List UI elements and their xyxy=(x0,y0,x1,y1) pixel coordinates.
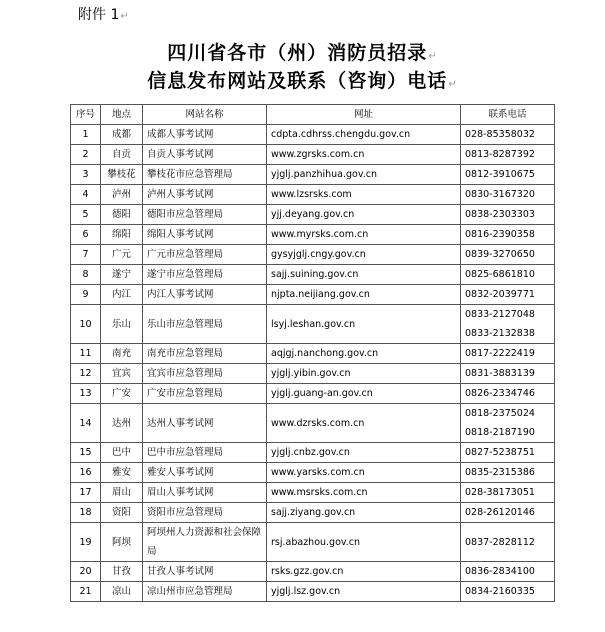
index-cell: 14 xyxy=(71,404,101,443)
url-cell: yjglj.cnbz.gov.cn xyxy=(267,443,461,463)
site-name-cell: 雅安人事考试网 xyxy=(143,463,267,483)
index-cell: 21 xyxy=(71,582,101,602)
header-phone: 联系电话 xyxy=(461,105,555,125)
place-cell: 乐山 xyxy=(101,305,143,344)
phone-number: 0839-3270650 xyxy=(465,249,535,260)
table-row xyxy=(71,285,555,305)
phone-number: 0812-3910675 xyxy=(465,169,535,180)
index-cell: 18 xyxy=(71,503,101,523)
phone-cell xyxy=(461,245,555,265)
table-row xyxy=(71,225,555,245)
place-cell: 凉山 xyxy=(101,582,143,602)
phone-cell xyxy=(461,364,555,384)
phone-cell xyxy=(461,483,555,503)
table-row xyxy=(71,205,555,225)
url-cell: lsyj.leshan.gov.cn xyxy=(267,305,461,344)
site-name-cell: 广元市应急管理局 xyxy=(143,245,267,265)
url-cell: www.dzrsks.com.cn xyxy=(267,404,461,443)
phone-cell xyxy=(461,125,555,145)
phone-number: 028-85358032 xyxy=(465,129,535,140)
table-row xyxy=(71,265,555,285)
site-name-cell: 绵阳人事考试网 xyxy=(143,225,267,245)
phone-number: 0816-2390358 xyxy=(465,229,535,240)
phone-cell xyxy=(461,443,555,463)
site-name-cell: 泸州人事考试网 xyxy=(143,185,267,205)
url-cell: rsks.gzz.gov.cn xyxy=(267,562,461,582)
url-cell: rsj.abazhou.gov.cn xyxy=(267,523,461,562)
place-cell: 广元 xyxy=(101,245,143,265)
place-cell: 遂宁 xyxy=(101,265,143,285)
site-name-cell: 攀枝花市应急管理局 xyxy=(143,165,267,185)
url-cell: sajj.ziyang.gov.cn xyxy=(267,503,461,523)
url-cell: njpta.neijiang.gov.cn xyxy=(267,285,461,305)
header-url: 网址 xyxy=(267,105,461,125)
site-name-cell: 自贡人事考试网 xyxy=(143,145,267,165)
table-row xyxy=(71,344,555,364)
site-name-cell: 甘孜人事考试网 xyxy=(143,562,267,582)
index-cell: 7 xyxy=(71,245,101,265)
index-cell: 1 xyxy=(71,125,101,145)
phone-cell xyxy=(461,582,555,602)
site-name-cell: 广安市应急管理局 xyxy=(143,384,267,404)
index-cell: 19 xyxy=(71,523,101,562)
url-cell: yjj.deyang.gov.cn xyxy=(267,205,461,225)
phone-number: 0825-6861810 xyxy=(465,269,535,280)
place-cell: 阿坝 xyxy=(101,523,143,562)
phone-number: 0832-2039771 xyxy=(465,289,535,300)
place-cell: 雅安 xyxy=(101,463,143,483)
url-cell: yjglj.lsz.gov.cn xyxy=(267,582,461,602)
phone-cell xyxy=(461,205,555,225)
site-name-cell: 遂宁市应急管理局 xyxy=(143,265,267,285)
phone-cell xyxy=(461,503,555,523)
site-name-cell: 内江人事考试网 xyxy=(143,285,267,305)
place-cell: 资阳 xyxy=(101,503,143,523)
phone-number: 0826-2334746 xyxy=(465,388,535,399)
table-row xyxy=(71,443,555,463)
url-cell: gysyjglj.cngy.gov.cn xyxy=(267,245,461,265)
place-cell: 攀枝花 xyxy=(101,165,143,185)
phone-number: 0813-8287392 xyxy=(465,149,535,160)
site-name-cell: 阿坝州人力资源和社会保障局 xyxy=(143,523,267,562)
site-name-cell: 达州人事考试网 xyxy=(143,404,267,443)
index-cell: 4 xyxy=(71,185,101,205)
site-name-cell: 巴中市应急管理局 xyxy=(143,443,267,463)
table-row xyxy=(71,305,555,344)
url-cell: aqjgj.nanchong.gov.cn xyxy=(267,344,461,364)
phone-number: 0833-2127048 xyxy=(465,309,535,320)
table-row xyxy=(71,463,555,483)
phone-cell xyxy=(461,265,555,285)
phone-number: 028-38173051 xyxy=(465,487,535,498)
site-name-cell: 凉山州市应急管理局 xyxy=(143,582,267,602)
index-cell: 3 xyxy=(71,165,101,185)
place-cell: 巴中 xyxy=(101,443,143,463)
index-cell: 20 xyxy=(71,562,101,582)
place-cell: 德阳 xyxy=(101,205,143,225)
table-row xyxy=(71,582,555,602)
phone-cell xyxy=(461,404,555,443)
phone-cell xyxy=(461,523,555,562)
phone-number: 0836-2834100 xyxy=(465,566,535,577)
site-name-cell: 资阳市应急管理局 xyxy=(143,503,267,523)
table-row xyxy=(71,523,555,562)
header-place: 地点 xyxy=(101,105,143,125)
url-cell: www.zgrsks.com.cn xyxy=(267,145,461,165)
table-row xyxy=(71,404,555,443)
recruitment-contact-table xyxy=(70,104,555,602)
index-cell: 15 xyxy=(71,443,101,463)
table-row xyxy=(71,364,555,384)
table-row xyxy=(71,562,555,582)
url-cell: www.msrsks.com.cn xyxy=(267,483,461,503)
place-cell: 甘孜 xyxy=(101,562,143,582)
phone-number: 0835-2315386 xyxy=(465,467,535,478)
url-cell: yjglj.yibin.gov.cn xyxy=(267,364,461,384)
phone-cell xyxy=(461,463,555,483)
phone-cell xyxy=(461,185,555,205)
phone-number: 0834-2160335 xyxy=(465,586,535,597)
phone-cell xyxy=(461,384,555,404)
place-cell: 泸州 xyxy=(101,185,143,205)
table-header-row xyxy=(71,105,555,125)
header-site-name: 网站名称 xyxy=(143,105,267,125)
doc-title-line-2: 信息发布网站及联系（咨询）电话↵ xyxy=(147,70,458,92)
phone-cell xyxy=(461,305,555,344)
header-index: 序号 xyxy=(71,105,101,125)
phone-number: 0827-5238751 xyxy=(465,447,535,458)
index-cell: 13 xyxy=(71,384,101,404)
place-cell: 南充 xyxy=(101,344,143,364)
table-row xyxy=(71,483,555,503)
phone-number: 0831-3883139 xyxy=(465,368,535,379)
url-cell: www.lzsrsks.com xyxy=(267,185,461,205)
site-name-cell: 宜宾市应急管理局 xyxy=(143,364,267,384)
place-cell: 自贡 xyxy=(101,145,143,165)
phone-number: 0818-2375024 xyxy=(465,408,535,419)
phone-cell xyxy=(461,562,555,582)
url-cell: yjglj.panzhihua.gov.cn xyxy=(267,165,461,185)
index-cell: 10 xyxy=(71,305,101,344)
phone-cell xyxy=(461,225,555,245)
phone-number: 0817-2222419 xyxy=(465,348,535,359)
table-row xyxy=(71,165,555,185)
url-cell: www.myrsks.com.cn xyxy=(267,225,461,245)
place-cell: 宜宾 xyxy=(101,364,143,384)
doc-title-line-1: 四川省各市（州）消防员招录↵ xyxy=(167,42,438,64)
site-name-cell: 乐山市应急管理局 xyxy=(143,305,267,344)
paragraph-mark: ↵ xyxy=(120,11,129,22)
table-body xyxy=(71,125,555,602)
table-row xyxy=(71,503,555,523)
url-cell: yjglj.guang-an.gov.cn xyxy=(267,384,461,404)
place-cell: 广安 xyxy=(101,384,143,404)
phone-cell xyxy=(461,344,555,364)
index-cell: 2 xyxy=(71,145,101,165)
index-cell: 9 xyxy=(71,285,101,305)
site-name-cell: 德阳市应急管理局 xyxy=(143,205,267,225)
table-row xyxy=(71,384,555,404)
phone-cell xyxy=(461,165,555,185)
index-cell: 12 xyxy=(71,364,101,384)
index-cell: 16 xyxy=(71,463,101,483)
paragraph-mark: ↵ xyxy=(448,79,458,90)
paragraph-mark: ↵ xyxy=(428,51,438,62)
phone-number: 0833-2132838 xyxy=(465,328,535,339)
index-cell: 17 xyxy=(71,483,101,503)
phone-number: 0837-2828112 xyxy=(465,536,535,548)
url-cell: cdpta.cdhrss.chengdu.gov.cn xyxy=(267,125,461,145)
phone-number: 0838-2303303 xyxy=(465,209,535,220)
table-row xyxy=(71,125,555,145)
table-row xyxy=(71,145,555,165)
index-cell: 8 xyxy=(71,265,101,285)
place-cell: 达州 xyxy=(101,404,143,443)
site-name-cell: 眉山人事考试网 xyxy=(143,483,267,503)
index-cell: 11 xyxy=(71,344,101,364)
place-cell: 成都 xyxy=(101,125,143,145)
place-cell: 绵阳 xyxy=(101,225,143,245)
url-cell: www.yarsks.com.cn xyxy=(267,463,461,483)
table-row xyxy=(71,245,555,265)
attachment-label: 附件 1↵ xyxy=(78,7,129,23)
site-name-cell: 南充市应急管理局 xyxy=(143,344,267,364)
place-cell: 眉山 xyxy=(101,483,143,503)
phone-cell xyxy=(461,145,555,165)
place-cell: 内江 xyxy=(101,285,143,305)
table-row xyxy=(71,185,555,205)
phone-number: 0818-2187190 xyxy=(465,427,535,438)
url-cell: sajj.suining.gov.cn xyxy=(267,265,461,285)
phone-cell xyxy=(461,285,555,305)
phone-number: 0830-3167320 xyxy=(465,189,535,200)
index-cell: 5 xyxy=(71,205,101,225)
index-cell: 6 xyxy=(71,225,101,245)
site-name-cell: 成都人事考试网 xyxy=(143,125,267,145)
phone-number: 028-26120146 xyxy=(465,507,535,518)
